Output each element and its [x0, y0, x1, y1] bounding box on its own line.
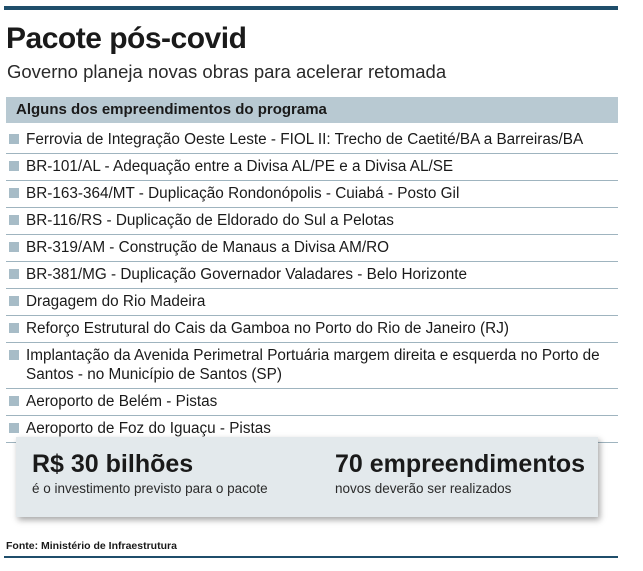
square-bullet-icon [9, 269, 19, 279]
list-item-text: Implantação da Avenida Perimetral Portuária margem direita e esquerda no Porto de Santos - no Município de Santos (SP) [26, 347, 600, 383]
source-note: Fonte: Ministério de Infraestrutura [6, 540, 177, 552]
list-item-text: BR-163-364/MT - Duplicação Rondonópolis - Cuiabá - Posto Gil [26, 185, 460, 202]
list-item [6, 343, 618, 389]
list-item [6, 316, 618, 343]
investment-stat [32, 449, 268, 496]
square-bullet-icon [9, 188, 19, 198]
section-heading: Alguns dos empreendimentos do programa [6, 97, 618, 123]
page-subtitle: Governo planeja novas obras para acelerar retomada [7, 61, 447, 82]
list-item-text: Aeroporto de Belém - Pistas [26, 393, 218, 410]
list-item [6, 235, 618, 262]
square-bullet-icon [9, 396, 19, 406]
list-item-text: BR-319/AM - Construção de Manaus a Divisa AM/RO [26, 239, 390, 256]
projects-value: 70 empreendimentos [335, 450, 586, 478]
bottom-rule [4, 556, 618, 558]
projects-stat [335, 449, 585, 496]
list-item [6, 289, 618, 316]
list-item-text: BR-116/RS - Duplicação de Eldorado do Sul a Pelotas [26, 212, 394, 229]
projects-description: novos deverão ser realizados [335, 481, 512, 496]
square-bullet-icon [9, 350, 19, 360]
stats-box [16, 437, 598, 517]
list-item-text: BR-101/AL - Adequação entre a Divisa AL/PE e a Divisa AL/SE [26, 158, 454, 175]
investment-description: é o investimento previsto para o pacote [32, 481, 268, 496]
square-bullet-icon [9, 242, 19, 252]
square-bullet-icon [9, 296, 19, 306]
list-item-text: Aeroporto de Foz do Iguaçu - Pistas [26, 420, 271, 437]
list-item [6, 262, 618, 289]
list-item [6, 127, 618, 154]
list-item-text: BR-381/MG - Duplicação Governador Valadares - Belo Horizonte [26, 266, 467, 283]
project-list [6, 127, 618, 443]
list-item-text: Reforço Estrutural do Cais da Gamboa no Porto do Rio de Janeiro (RJ) [26, 320, 509, 337]
square-bullet-icon [9, 215, 19, 225]
page-title: Pacote pós-covid [6, 22, 247, 55]
list-item-text: Ferrovia de Integração Oeste Leste - FIOL II: Trecho de Caetité/BA a Barreiras/BA [26, 131, 584, 148]
list-item [6, 208, 618, 235]
top-rule [4, 6, 618, 10]
list-item-text: Dragagem do Rio Madeira [26, 293, 206, 310]
square-bullet-icon [9, 161, 19, 171]
list-item [6, 154, 618, 181]
investment-value: R$ 30 bilhões [32, 450, 194, 478]
list-item [6, 389, 618, 416]
square-bullet-icon [9, 134, 19, 144]
list-item [6, 181, 618, 208]
square-bullet-icon [9, 323, 19, 333]
square-bullet-icon [9, 423, 19, 433]
